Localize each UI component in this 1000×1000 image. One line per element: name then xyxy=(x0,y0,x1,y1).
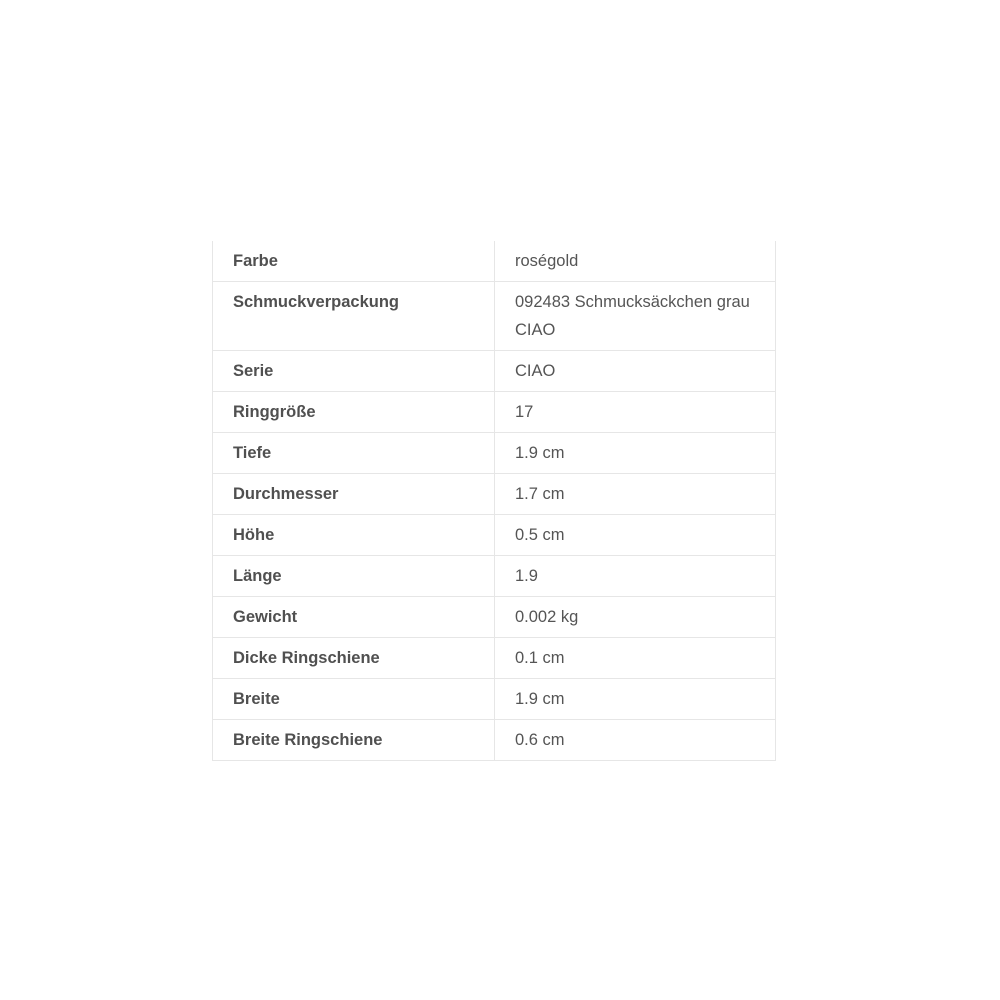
spec-value-hoehe: 0.5 cm xyxy=(495,515,776,556)
spec-value-schmuckverpackung: 092483 Schmucksäckchen grau CIAO xyxy=(495,282,776,351)
spec-value-tiefe: 1.9 cm xyxy=(495,433,776,474)
spec-value-farbe: roségold xyxy=(495,241,776,282)
table-row xyxy=(213,556,776,597)
table-row xyxy=(213,720,776,761)
spec-value-laenge: 1.9 xyxy=(495,556,776,597)
spec-label-laenge: Länge xyxy=(213,556,495,597)
spec-value-gewicht: 0.002 kg xyxy=(495,597,776,638)
spec-value-breite: 1.9 cm xyxy=(495,679,776,720)
table-row xyxy=(213,638,776,679)
table-row xyxy=(213,241,776,282)
spec-value-dicke-ringschiene: 0.1 cm xyxy=(495,638,776,679)
table-row xyxy=(213,515,776,556)
spec-value-ringgroesse: 17 xyxy=(495,392,776,433)
spec-label-durchmesser: Durchmesser xyxy=(213,474,495,515)
spec-value-breite-ringschiene: 0.6 cm xyxy=(495,720,776,761)
table-row xyxy=(213,474,776,515)
spec-label-dicke-ringschiene: Dicke Ringschiene xyxy=(213,638,495,679)
spec-label-serie: Serie xyxy=(213,351,495,392)
spec-label-hoehe: Höhe xyxy=(213,515,495,556)
spec-label-gewicht: Gewicht xyxy=(213,597,495,638)
table-row xyxy=(213,679,776,720)
product-spec-table xyxy=(212,241,776,761)
table-row xyxy=(213,282,776,351)
spec-value-durchmesser: 1.7 cm xyxy=(495,474,776,515)
spec-label-tiefe: Tiefe xyxy=(213,433,495,474)
spec-label-breite-ringschiene: Breite Ringschiene xyxy=(213,720,495,761)
spec-label-schmuckverpackung: Schmuckverpackung xyxy=(213,282,495,351)
table-row xyxy=(213,597,776,638)
spec-label-ringgroesse: Ringgröße xyxy=(213,392,495,433)
table-row xyxy=(213,392,776,433)
spec-label-farbe: Farbe xyxy=(213,241,495,282)
table-row xyxy=(213,351,776,392)
spec-value-serie: CIAO xyxy=(495,351,776,392)
spec-label-breite: Breite xyxy=(213,679,495,720)
table-row xyxy=(213,433,776,474)
